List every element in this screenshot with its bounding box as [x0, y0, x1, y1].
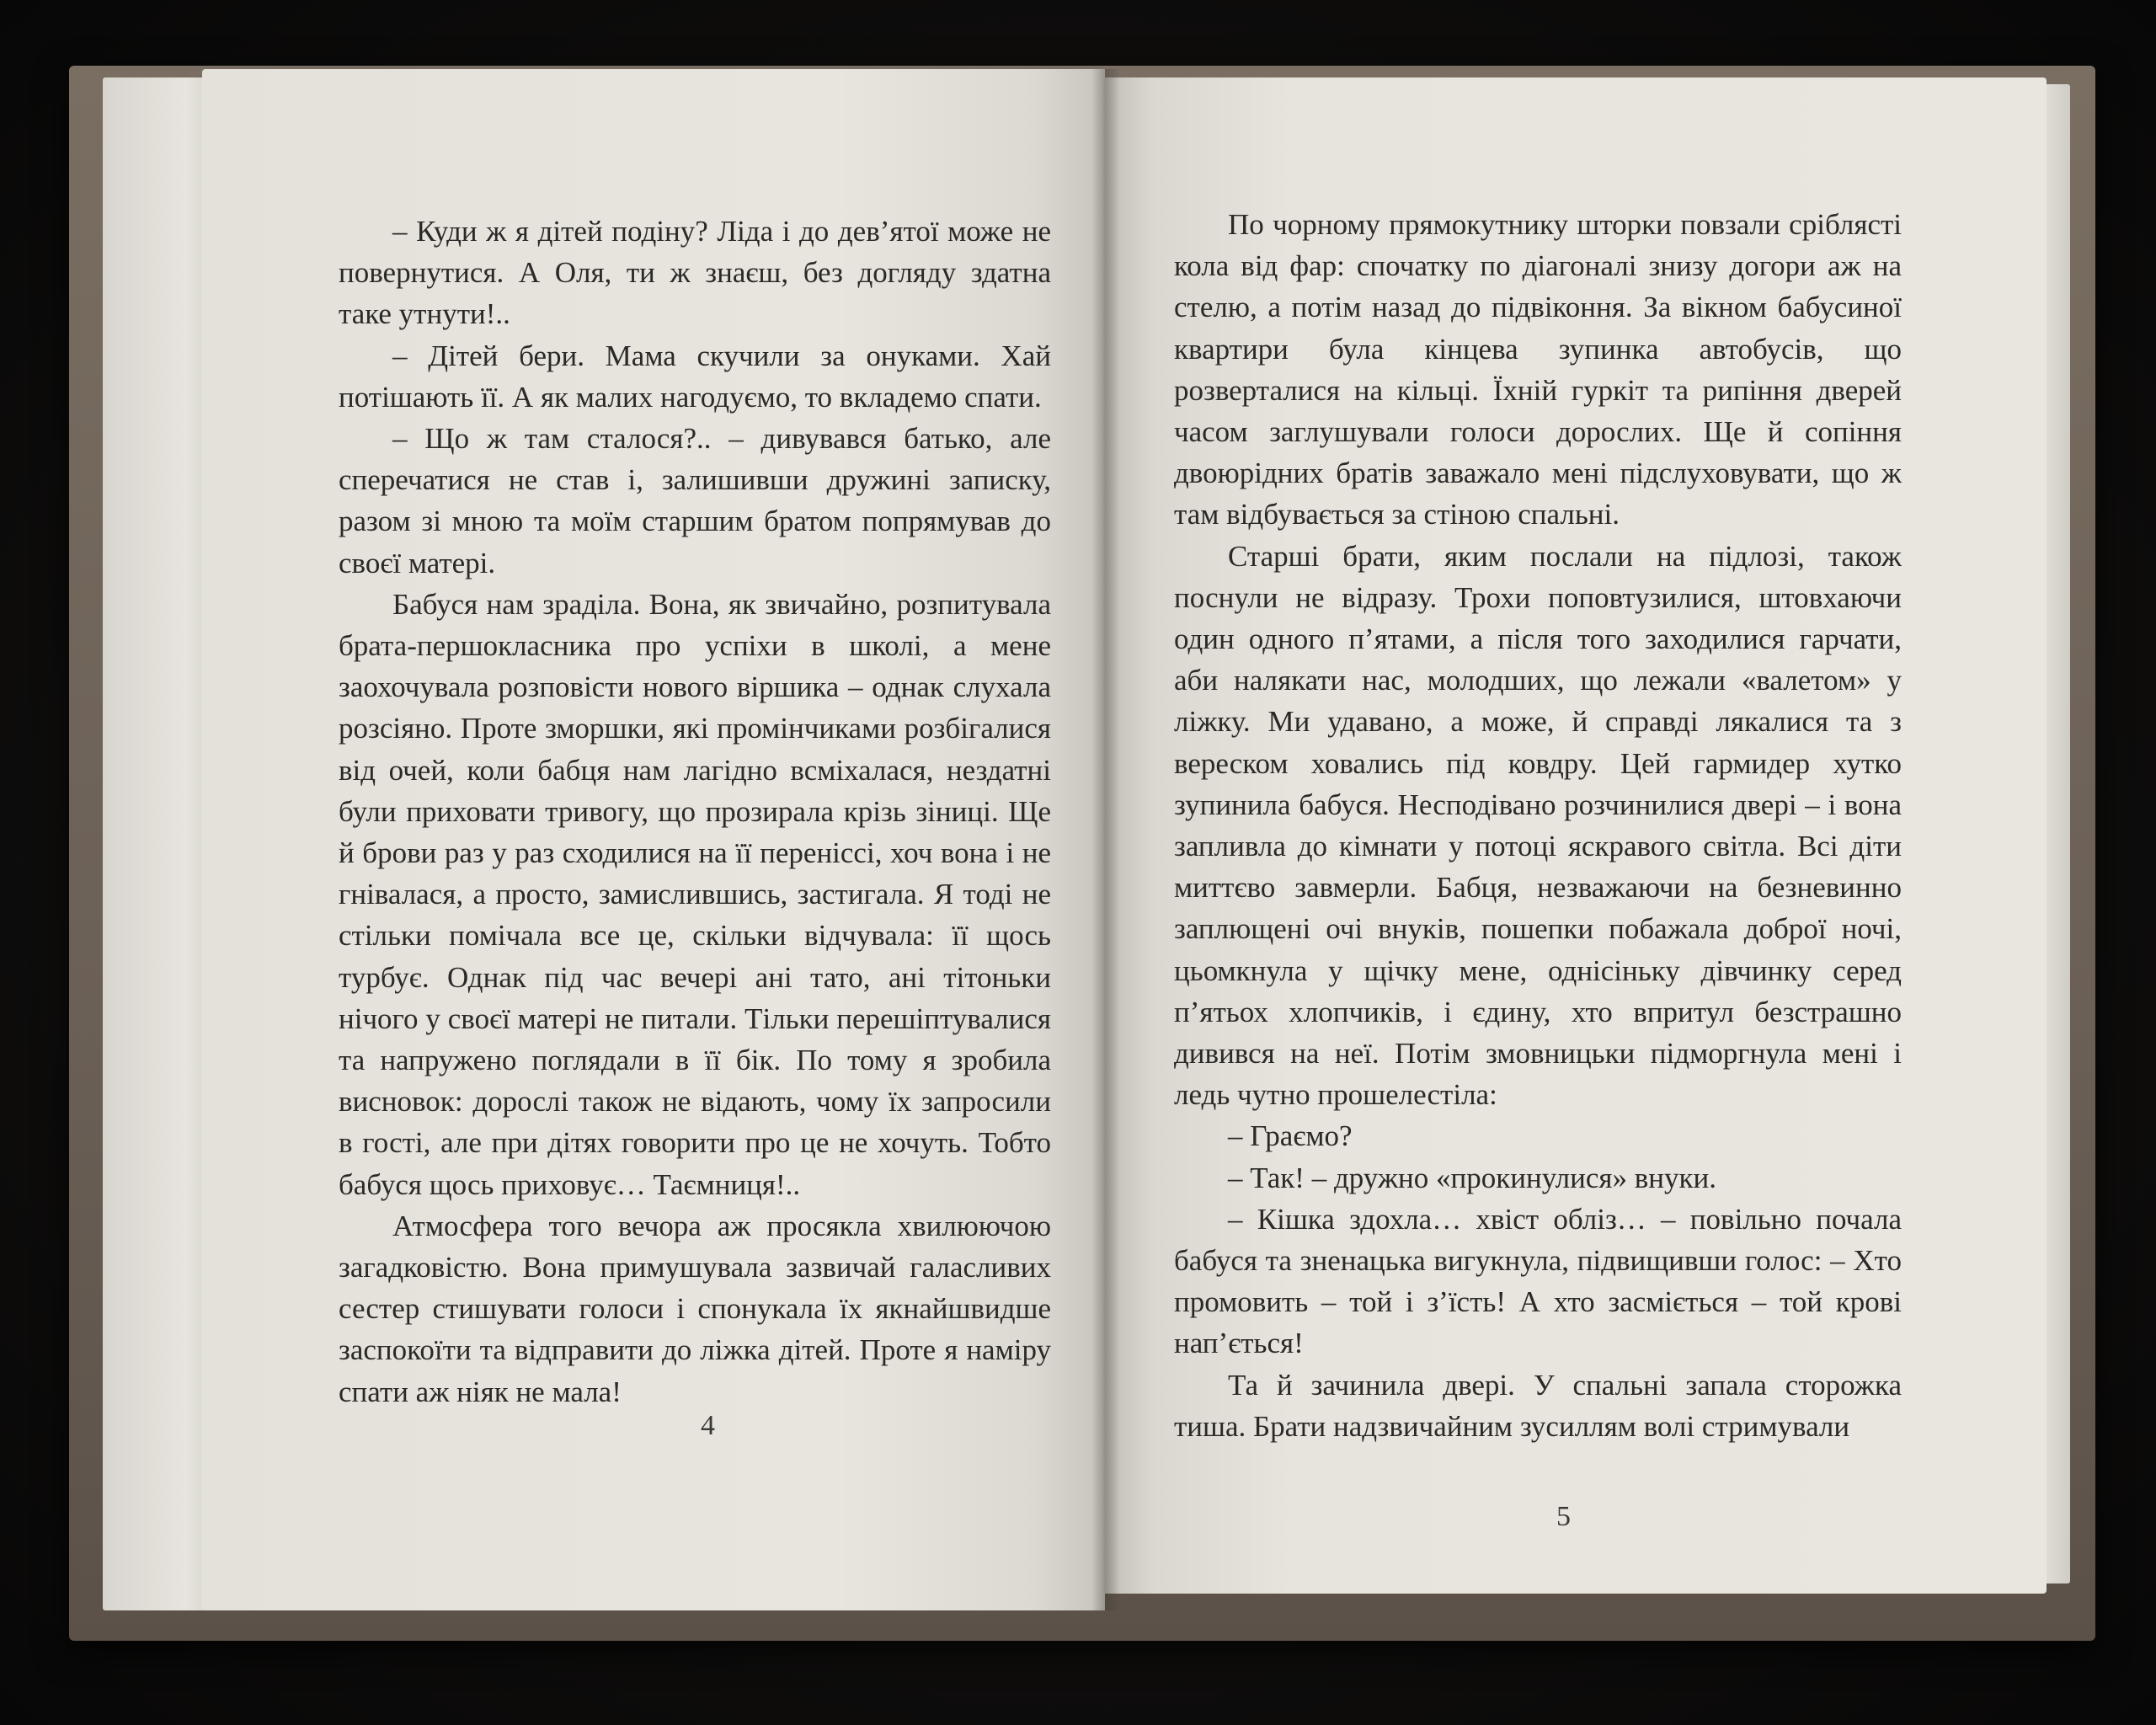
left-paragraph: Атмосфера того вечора аж просякла хвилюючою загадковістю. Вона примушувала зазвичай галасливих сестер стишувати голоси і спонукала їх якнайшвидше заспокоїти та відправити до ліжка дітей. Проте я наміру спати аж ніяк не мала! — [339, 1209, 1051, 1408]
right-page-text — [1174, 204, 1902, 1447]
right-paragraph: – Граємо? — [1228, 1119, 1353, 1153]
right-paragraph: Та й зачинила двері. У спальні запала сторожка тиша. Брати надзвичайним зусиллям волі стримували — [1174, 1368, 1902, 1443]
left-page — [202, 69, 1105, 1610]
right-paragraph: По чорному прямокутнику шторки повзали сріблясті кола від фар: спочатку по діагоналі знизу догори аж на стелю, а потім назад до підвіконня. За вікном бабусиної квартири була кінцева зупинка автобусів, що розверталися на кільці. Їхній гуркіт та рипіння дверей часом заглушували голоси дорослих. Ще й сопіння двоюрідних братів заважало мені підслуховувати, що ж там відбувається за стіною спальні. — [1174, 208, 1902, 531]
right-paragraph: Старші брати, яким послали на підлозі, також поснули не відразу. Трохи поповтузилися, штовхаючи один одного п’ятами, а після того заходилися гарчати, аби налякати нас, молодших, що лежали «валетом» у ліжку. Ми удавано, а може, й справді лякалися та з вереском ховались під ковдру. Цей гармидер хутко зупинила бабуся. Несподівано розчинилися двері – і вона запливла до кімнати у потоці яскравого світла. Всі діти миттєво завмерли. Бабця, незважаючи на безневинно заплющені очі внуків, пошепки побажала доброї ночі, цьомкнула у щічку мене, однісіньку дівчинку серед п’ятьох хлопчиків, і єдину, хто впритул безстрашно дивився на неї. Потім змовницьки підморгнула мені і ледь чутно прошелестіла: — [1174, 539, 1902, 1112]
left-paragraph: – Дітей бери. Мама скучили за онуками. Хай потішають її. А як малих нагодуємо, то вкладемо спати. — [339, 339, 1051, 414]
left-paragraph: – Що ж там сталося?.. – дивувався батько, але сперечатися не став і, залишивши дружині записку, разом зі мною та моїм старшим братом попрямував до своєї матері. — [339, 422, 1051, 579]
left-page-number: 4 — [701, 1410, 715, 1441]
right-page-number: 5 — [1556, 1501, 1571, 1532]
right-paragraph: – Кішка здохла… хвіст обліз… – повільно почала бабуся та зненацька вигукнула, підвищивши голос: – Хто промовить – той і з’їсть! А хто засміється – той крові нап’ється! — [1174, 1202, 1902, 1360]
right-paragraph: – Так! – дружно «прокинулися» внуки. — [1228, 1161, 1716, 1194]
left-page-text — [339, 211, 1051, 1413]
left-paragraph: – Куди ж я дітей подіну? Ліда і до дев’ятої може не повернутися. А Оля, ти ж знаєш, без догляду здатна таке утнути!.. — [339, 215, 1051, 331]
right-page — [1103, 77, 2047, 1594]
left-paragraph: Бабуся нам зраділа. Вона, як звичайно, розпитувала брата-першокласника про успіхи в школі, а мене заохочувала розповісти нового віршика – однак слухала розсіяно. Проте зморшки, які промінчиками розбігалися від очей, коли бабця нам лагідно всміхалася, нездатні були приховати тривогу, що прозирала крізь зіниці. Ще й брови раз у раз сходилися на її переніссі, хоч вона і не гнівалася, а просто, замислившись, застигала. Я тоді не стільки помічала все це, скільки відчувала: її щось турбує. Однак під час вечері ані тато, ані тітоньки нічого у своєї матері не питали. Тільки перешіптувалися та напружено поглядали в її бік. По тому я зробила висновок: дорослі також не відають, чому їх запросили в гості, але при дітях говорити про це не хочуть. Тобто бабуся щось приховує… Таємниця!.. — [339, 587, 1051, 1201]
book-gutter — [1091, 69, 1120, 1610]
